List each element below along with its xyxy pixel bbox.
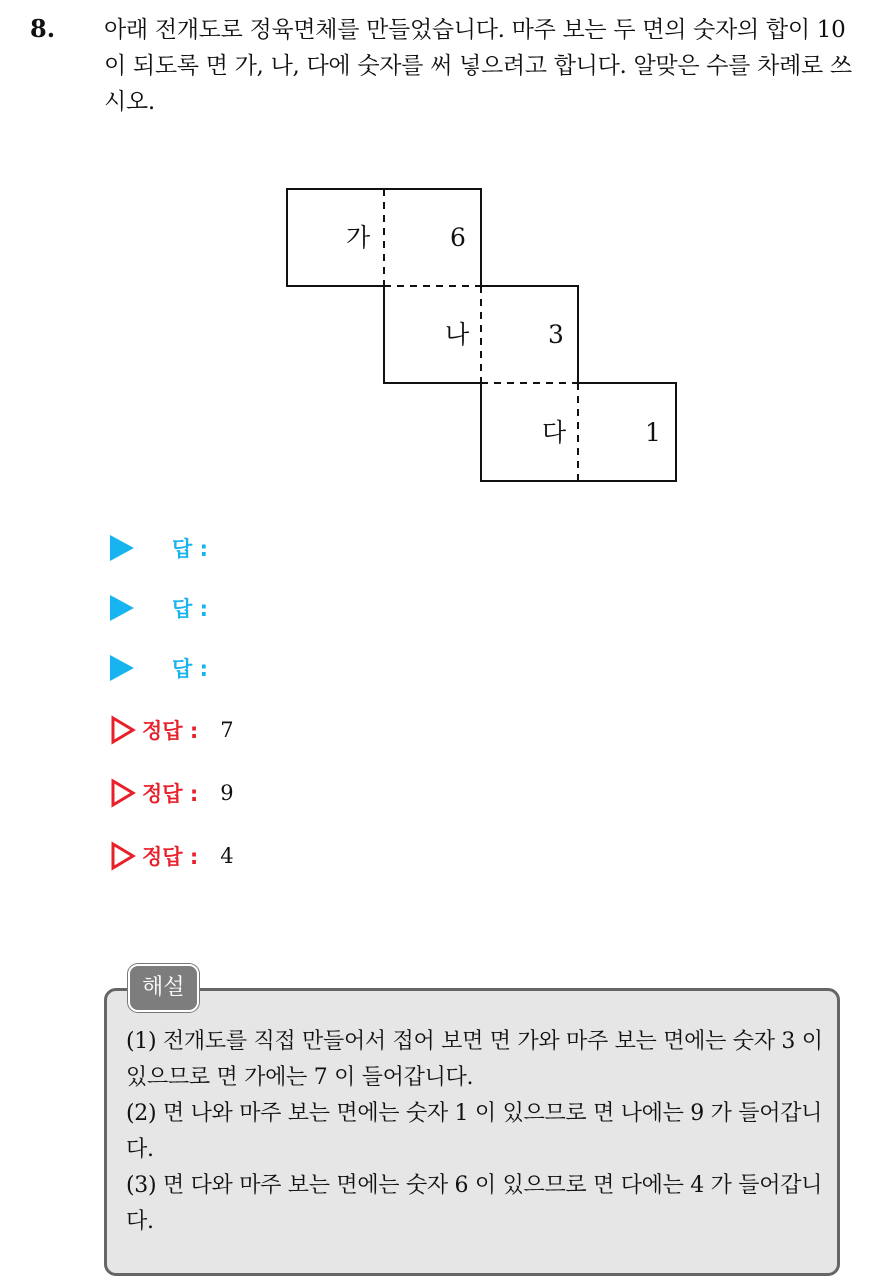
face-label-1: 1 — [645, 418, 661, 447]
explanation-tag: 해설 — [128, 964, 199, 1012]
play-triangle-icon — [110, 535, 134, 561]
explanation-text — [126, 1024, 826, 1240]
answer-row-1 — [110, 530, 208, 566]
face-label-6: 6 — [450, 223, 466, 252]
answer-row-2 — [110, 590, 208, 626]
face-label-da: 다 — [542, 418, 567, 447]
question-text: 아래 전개도로 정육면체를 만들었습니다. 마주 보는 두 면의 숫자의 합이 10 이 되도록 면 가, 나, 다에 숫자를 써 넣으려고 합니다. 알맞은 수를 차례로 쓰시오. — [104, 17, 852, 115]
explanation-line-2: (2) 면 나와 마주 보는 면에는 숫자 1 이 있으므로 면 나에는 9 가 들어갑니다. — [126, 1101, 823, 1162]
correct-answer-row-2 — [110, 775, 234, 811]
answer-label: 답 : — [172, 537, 208, 561]
correct-answer-label: 정답 : — [142, 782, 199, 806]
correct-answer-row-1 — [110, 712, 234, 748]
outline-triangle-icon — [110, 778, 136, 808]
answer-row-3 — [110, 650, 208, 686]
outline-triangle-icon — [110, 841, 136, 871]
correct-answer-value: 4 — [220, 844, 234, 868]
face-label-3: 3 — [548, 320, 564, 349]
correct-answer-label: 정답 : — [142, 845, 199, 869]
face-label-na: 나 — [445, 320, 470, 349]
answer-label: 답 : — [172, 657, 208, 681]
correct-answer-row-3 — [110, 838, 234, 874]
correct-answer-value: 7 — [220, 718, 234, 742]
correct-answer-value: 9 — [220, 781, 234, 805]
question-number: 8. — [30, 14, 56, 43]
face-label-ga: 가 — [346, 223, 371, 252]
cube-net-diagram — [0, 0, 884, 500]
explanation-line-3: (3) 면 다와 마주 보는 면에는 숫자 6 이 있으므로 면 다에는 4 가 들어갑니다. — [126, 1173, 823, 1234]
explanation-line-1: (1) 전개도를 직접 만들어서 접어 보면 면 가와 마주 보는 면에는 숫자 3 이 있으므로 면 가에는 7 이 들어갑니다. — [126, 1029, 823, 1090]
outline-triangle-icon — [110, 715, 136, 745]
answer-label: 답 : — [172, 597, 208, 621]
correct-answer-label: 정답 : — [142, 719, 199, 743]
play-triangle-icon — [110, 655, 134, 681]
play-triangle-icon — [110, 595, 134, 621]
